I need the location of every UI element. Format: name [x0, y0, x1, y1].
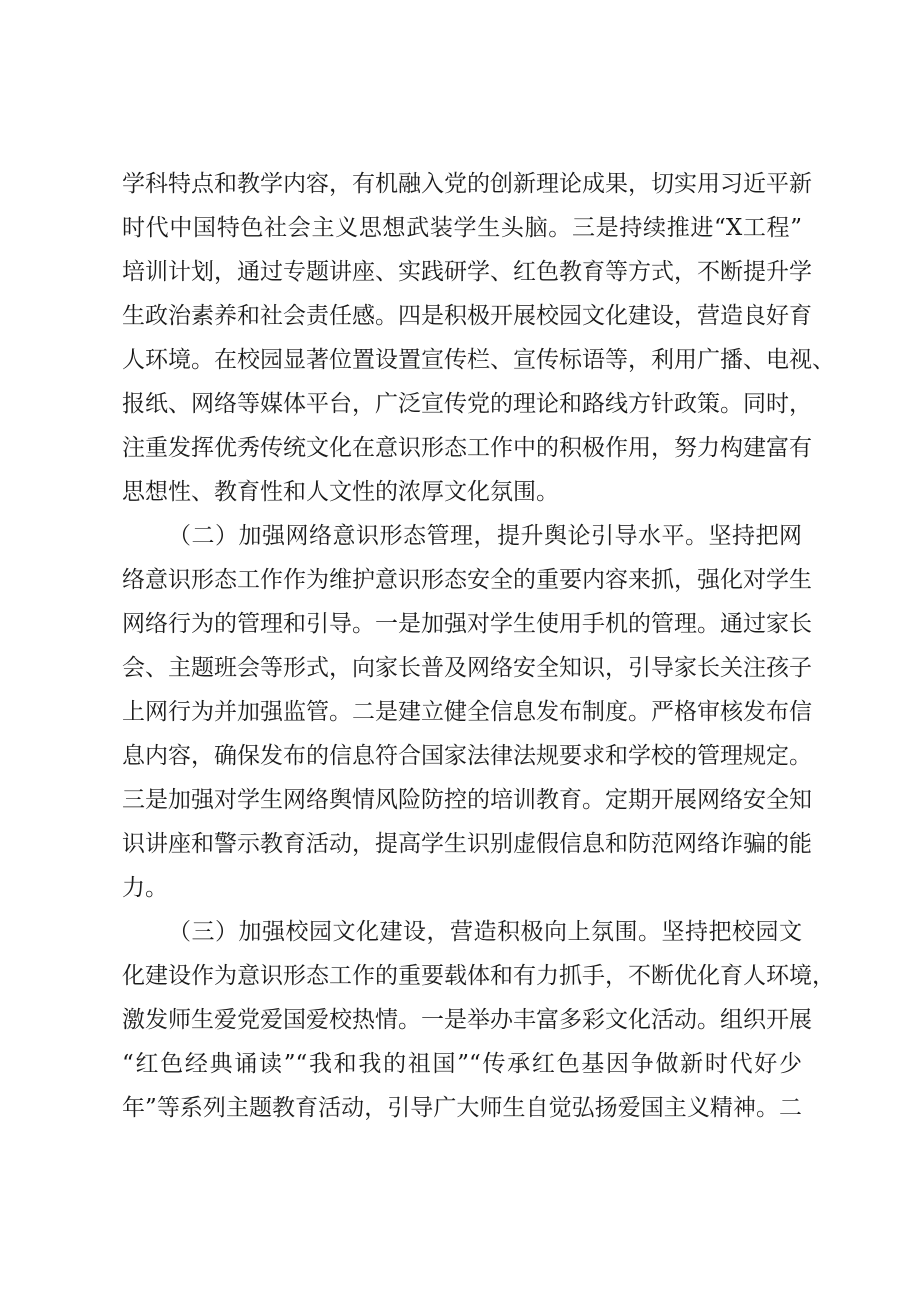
paragraph-line: 注重发挥优秀传统文化在意识形态工作中的积极作用，努力构建富有 — [122, 435, 812, 461]
paragraph-line: 会、主题班会等形式，向家长普及网络安全知识，引导家长关注孩子 — [122, 655, 812, 681]
paragraph-line: 化建设作为意识形态工作的重要载体和有力抓手，不断优化育人环境， — [122, 963, 835, 989]
paragraph-line: 生政治素养和社会责任感。四是积极开展校园文化建设，营造良好育 — [122, 303, 812, 329]
paragraph-line: “红色经典诵读”“我和我的祖国”“传承红色基因争做新时代好少 — [122, 1051, 802, 1077]
paragraph-line: 培训计划，通过专题讲座、实践研学、红色教育等方式，不断提升学 — [122, 259, 812, 285]
section-heading-line: （二）加强网络意识形态管理，提升舆论引导水平。坚持把网 — [168, 523, 802, 549]
paragraph-line: 息内容，确保发布的信息符合国家法律法规要求和学校的管理规定。 — [122, 743, 812, 769]
paragraph-line: 报纸、网络等媒体平台，广泛宣传党的理论和路线方针政策。同时， — [122, 391, 812, 417]
paragraph-line: 学科特点和教学内容，有机融入党的创新理论成果，切实用习近平新 — [122, 171, 812, 197]
paragraph-line: 人环境。在校园显著位置设置宣传栏、宣传标语等，利用广播、电视、 — [122, 347, 835, 373]
section-heading-line: （三）加强校园文化建设，营造积极向上氛围。坚持把校园文 — [168, 919, 802, 945]
paragraph-line: 时代中国特色社会主义思想武装学生头脑。三是持续推进“X工程” — [122, 215, 802, 241]
paragraph-line: 络意识形态工作作为维护意识形态安全的重要内容来抓，强化对学生 — [122, 567, 812, 593]
paragraph-line: 年”等系列主题教育活动，引导广大师生自觉弘扬爱国主义精神。二 — [122, 1095, 802, 1121]
paragraph-line: 识讲座和警示教育活动，提高学生识别虚假信息和防范网络诈骗的能 — [122, 831, 812, 857]
paragraph-line: 激发师生爱党爱国爱校热情。一是举办丰富多彩文化活动。组织开展 — [122, 1007, 812, 1033]
paragraph-line: 上网行为并加强监管。二是建立健全信息发布制度。严格审核发布信 — [122, 699, 812, 725]
paragraph-line: 力。 — [122, 875, 168, 901]
paragraph-line: 三是加强对学生网络舆情风险防控的培训教育。定期开展网络安全知 — [122, 787, 812, 813]
paragraph-line: 思想性、教育性和人文性的浓厚文化氛围。 — [122, 479, 559, 505]
paragraph-line: 网络行为的管理和引导。一是加强对学生使用手机的管理。通过家长 — [122, 611, 812, 637]
